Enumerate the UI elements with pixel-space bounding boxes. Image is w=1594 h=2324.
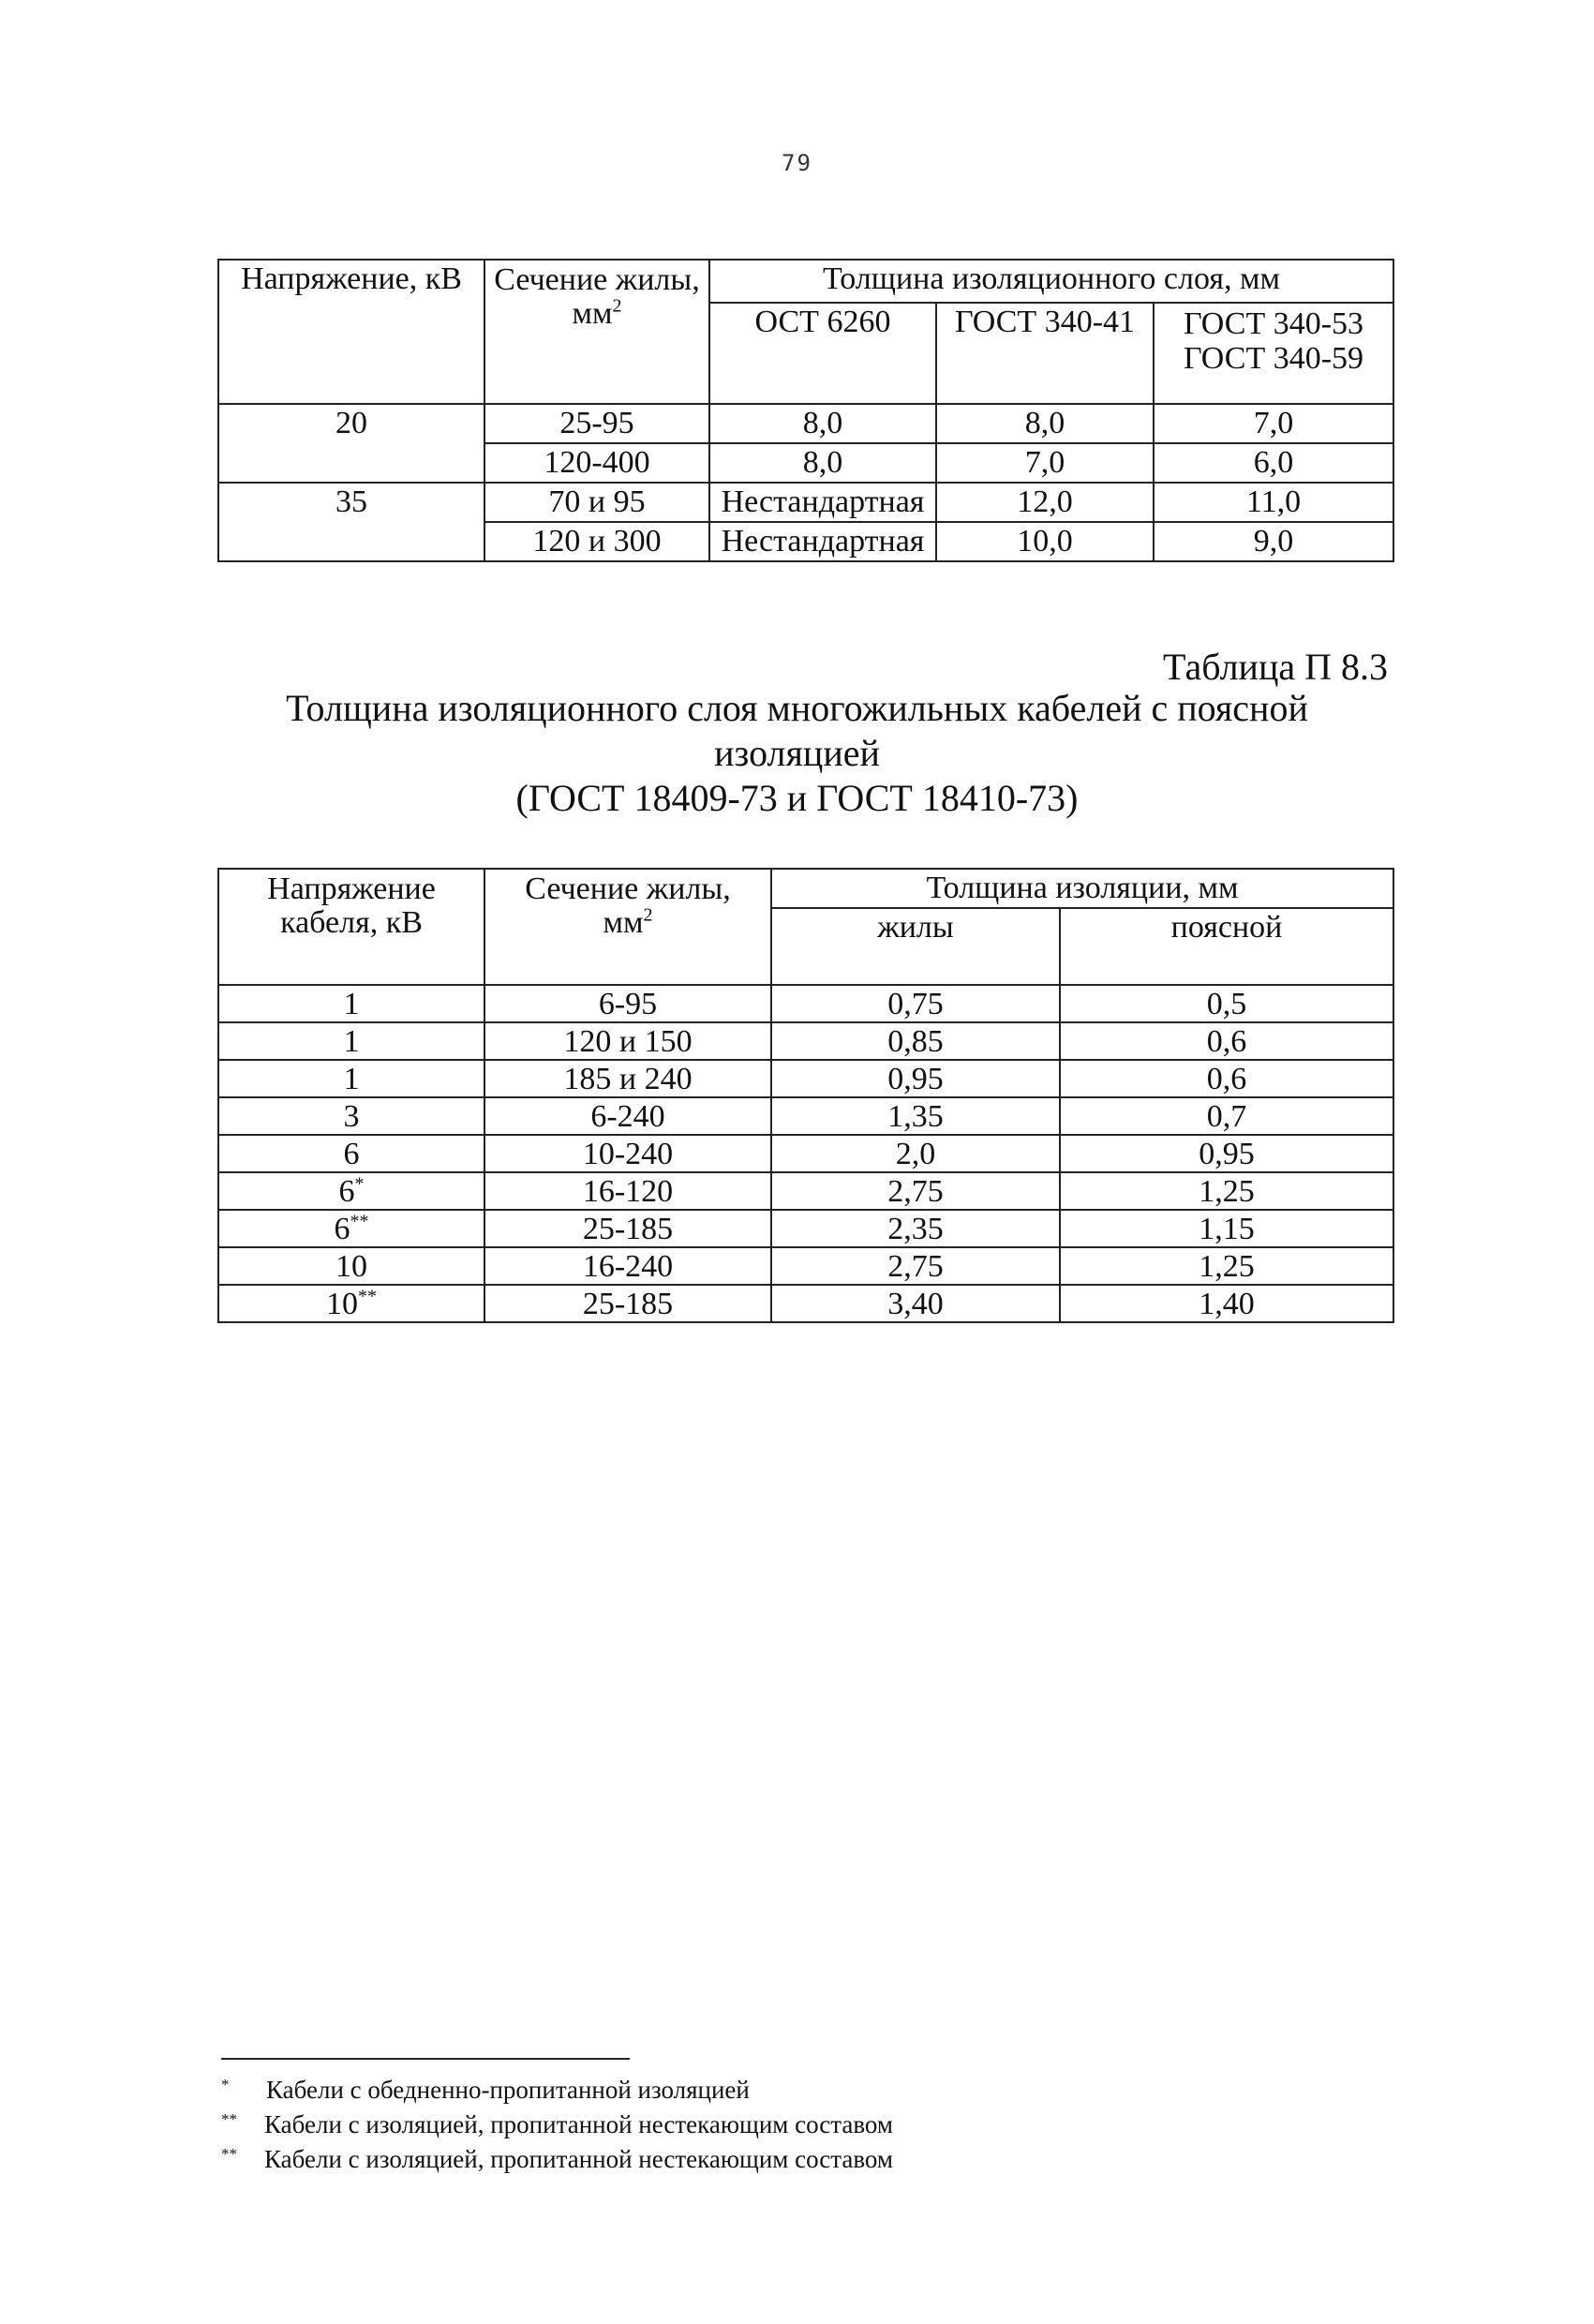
table1-body: [218, 404, 1393, 561]
cell-core-thickness: 0,85: [771, 1022, 1060, 1060]
cell-belt-thickness: 1,40: [1060, 1285, 1393, 1322]
cell-section: 120 и 150: [484, 1022, 771, 1060]
voltage-value: 1: [343, 987, 360, 1021]
cell-voltage: [218, 1097, 484, 1135]
header-gost-340-41: ГОСТ 340-41: [936, 303, 1154, 404]
table-row: [218, 1172, 1393, 1210]
voltage-value: 10: [335, 1249, 367, 1284]
table-row: [218, 404, 1393, 443]
header-core-section: Сечение жилы, $мм^2$: [484, 869, 771, 985]
header-gost-340-53-59: ГОСТ 340-53 ГОСТ 340-59: [1154, 303, 1393, 404]
voltage-value: 3: [343, 1099, 360, 1134]
header-belt: поясной: [1060, 908, 1393, 985]
footnote: [221, 2142, 1065, 2177]
cell-section: 120 и 300: [484, 522, 709, 561]
superscript-2: 2: [643, 904, 653, 926]
cell-core-thickness: 2,0: [771, 1135, 1060, 1172]
header-ost-6260: ОСТ 6260: [709, 303, 936, 404]
table-row: [218, 1135, 1393, 1172]
cell-belt-thickness: 0,6: [1060, 1022, 1393, 1060]
cell-gost-340-53-59: 7,0: [1154, 404, 1393, 443]
voltage-value: 1: [343, 1024, 360, 1059]
footnote-separator: [221, 2058, 630, 2060]
table-row: [218, 1247, 1393, 1285]
voltage-value: 10: [326, 1287, 358, 1321]
cell-section: 120-400: [484, 443, 709, 483]
cell-voltage: [218, 1285, 484, 1322]
cell-voltage: [218, 1022, 484, 1060]
cell-section: 6-240: [484, 1097, 771, 1135]
header-thickness: Толщина изоляционного слоя, мм: [709, 260, 1393, 303]
cell-gost-340-53-59: 11,0: [1154, 483, 1393, 522]
cell-section: 6-95: [484, 985, 771, 1022]
cell-belt-thickness: 0,5: [1060, 985, 1393, 1022]
cell-section: 185 и 240: [484, 1060, 771, 1097]
voltage-value: 6: [338, 1174, 355, 1209]
cell-voltage: [218, 1060, 484, 1097]
cell-ost-6260: 8,0: [709, 443, 936, 483]
cell-core-thickness: 2,75: [771, 1247, 1060, 1285]
header-core: жилы: [771, 908, 1060, 985]
cell-belt-thickness: 0,95: [1060, 1135, 1393, 1172]
cell-core-thickness: 2,35: [771, 1210, 1060, 1247]
belt-insulation-table: [217, 868, 1394, 1323]
footnote-marker: *: [221, 2076, 230, 2093]
cell-ost-6260: Нестандартная: [709, 483, 936, 522]
cell-voltage: 20: [218, 404, 484, 483]
table-title: [0, 687, 1594, 825]
header-voltage: Напряжение, кВ: [218, 260, 484, 404]
cell-section: 25-185: [484, 1285, 771, 1322]
footnote: [221, 2073, 1065, 2108]
cell-belt-thickness: 1,25: [1060, 1172, 1393, 1210]
insulation-thickness-table-continued: [217, 259, 1394, 562]
table-row: [218, 1097, 1393, 1135]
cell-gost-340-53-59: 6,0: [1154, 443, 1393, 483]
cell-belt-thickness: 1,25: [1060, 1247, 1393, 1285]
footnote-marker: *: [354, 1173, 365, 1195]
footnote-text: Кабели с обедненно-пропитанной изоляцией: [266, 2076, 750, 2104]
table-title-line-2: изоляцией: [714, 732, 880, 774]
cell-voltage: [218, 1135, 484, 1172]
cell-gost-340-41: 7,0: [936, 443, 1154, 483]
cell-gost-340-41: 8,0: [936, 404, 1154, 443]
table-row: [218, 1210, 1393, 1247]
cell-belt-thickness: 0,6: [1060, 1060, 1393, 1097]
cell-voltage: [218, 1172, 484, 1210]
table-row: [218, 1060, 1393, 1097]
cell-voltage: [218, 1210, 484, 1247]
voltage-value: 1: [343, 1062, 360, 1096]
cell-ost-6260: Нестандартная: [709, 522, 936, 561]
voltage-value: 6: [343, 1137, 360, 1171]
cell-gost-340-53-59: 9,0: [1154, 522, 1393, 561]
page-number: 79: [782, 150, 812, 176]
table-row: [218, 1022, 1393, 1060]
cell-gost-340-41: 12,0: [936, 483, 1154, 522]
table-label: Таблица П 8.3: [1163, 646, 1388, 688]
cell-ost-6260: 8,0: [709, 404, 936, 443]
cell-section: 70 и 95: [484, 483, 709, 522]
cell-section: 16-240: [484, 1247, 771, 1285]
footnote: [221, 2108, 1065, 2142]
footnote-text: Кабели с изоляцией, пропитанной нестекающим составом: [264, 2145, 893, 2173]
cell-gost-340-41: 10,0: [936, 522, 1154, 561]
table-title-line-3: (ГОСТ 18409-73 и ГОСТ 18410-73): [515, 777, 1079, 819]
cell-voltage: [218, 985, 484, 1022]
cell-voltage: 35: [218, 483, 484, 561]
footnote-marker: **: [350, 1211, 369, 1232]
table-row: [218, 985, 1393, 1022]
cell-section: 10-240: [484, 1135, 771, 1172]
footnote-marker: **: [358, 1286, 377, 1307]
table-row: [218, 483, 1393, 522]
cell-core-thickness: 0,95: [771, 1060, 1060, 1097]
cell-voltage: [218, 1247, 484, 1285]
header-section: Сечение жилы, $мм^2$: [484, 260, 709, 404]
cell-section: 25-185: [484, 1210, 771, 1247]
superscript-2: 2: [612, 295, 622, 317]
table-row: [218, 1285, 1393, 1322]
table2-body: [218, 985, 1393, 1322]
cell-belt-thickness: 1,15: [1060, 1210, 1393, 1247]
footnote-marker: **: [221, 2110, 237, 2128]
cell-core-thickness: 3,40: [771, 1285, 1060, 1322]
header-insulation-thickness: Толщина изоляции, мм: [771, 869, 1393, 908]
cell-core-thickness: 1,35: [771, 1097, 1060, 1135]
cell-core-thickness: 2,75: [771, 1172, 1060, 1210]
cell-belt-thickness: 0,7: [1060, 1097, 1393, 1135]
footnote-marker: **: [221, 2145, 237, 2163]
footnotes: [221, 2073, 1065, 2177]
footnote-text: Кабели с изоляцией, пропитанной нестекающим составом: [264, 2110, 893, 2138]
table-title-line-1: Толщина изоляционного слоя многожильных кабелей с поясной: [286, 687, 1308, 729]
cell-section: 16-120: [484, 1172, 771, 1210]
voltage-value: 6: [334, 1212, 350, 1246]
cell-core-thickness: 0,75: [771, 985, 1060, 1022]
header-cable-voltage: Напряжение кабеля, кВ: [218, 869, 484, 985]
cell-section: 25-95: [484, 404, 709, 443]
